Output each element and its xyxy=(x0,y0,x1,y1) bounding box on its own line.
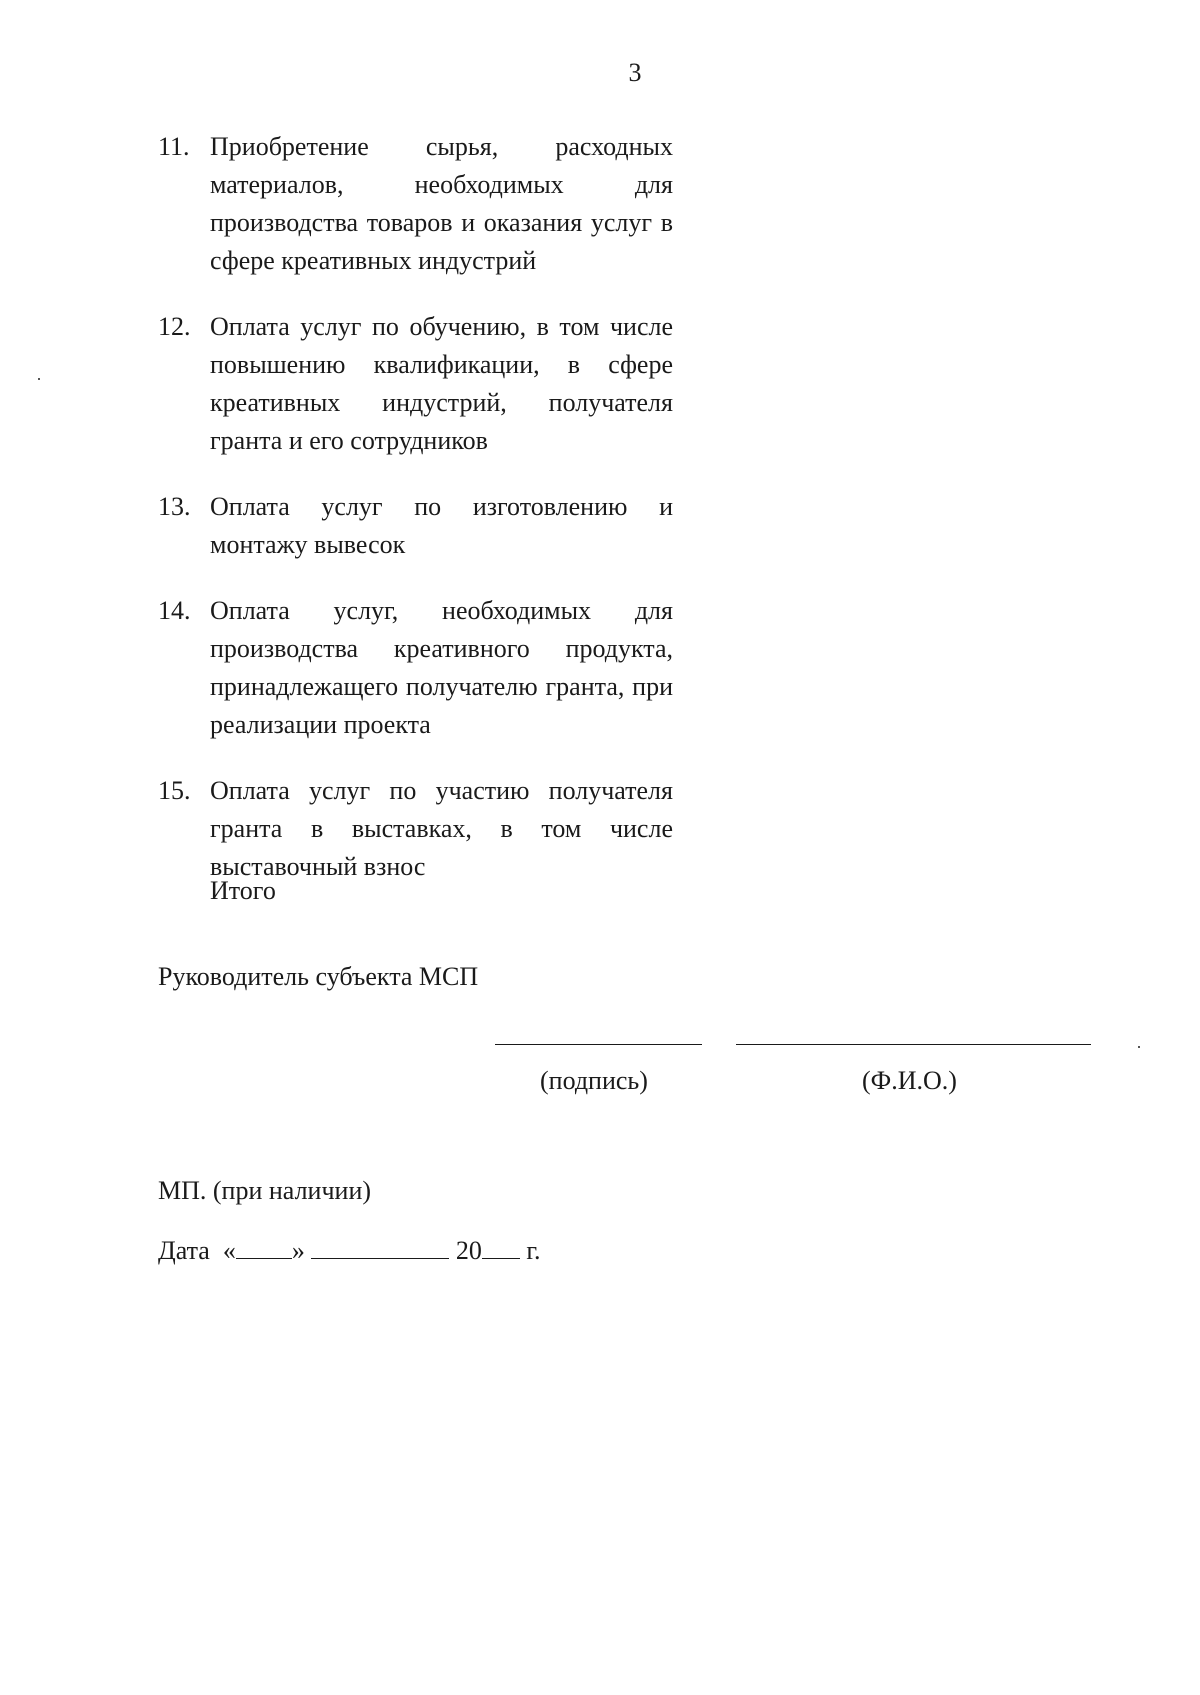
stamp-label: МП. (при наличии) xyxy=(158,1176,372,1205)
expense-items-list xyxy=(158,128,673,914)
item-text: Оплата услуг по обучению, в том числе повышению квалификации, в сфере креативных индустрий, получателя гранта и его сотрудников xyxy=(210,312,673,455)
item-text: Оплата услуг по участию получателя гранта в выставках, в том числе выставочный взнос xyxy=(210,776,673,881)
year-prefix: 20 xyxy=(455,1236,482,1265)
total-label: Итого xyxy=(210,876,276,905)
year-blank xyxy=(482,1232,520,1259)
signature-caption: (подпись) xyxy=(540,1066,648,1095)
year-suffix: г. xyxy=(526,1236,541,1265)
day-blank xyxy=(236,1232,292,1259)
list-item xyxy=(158,308,673,460)
date-label: Дата xyxy=(158,1236,210,1265)
scan-speck xyxy=(1138,1046,1140,1048)
item-text: Оплата услуг, необходимых для производства креативного продукта, принадлежащего получателю гранта, при реализации проекта xyxy=(210,596,673,739)
fio-caption: (Ф.И.О.) xyxy=(862,1066,957,1095)
date-row xyxy=(158,1232,541,1270)
list-item xyxy=(158,772,673,886)
scan-speck xyxy=(38,378,40,380)
page-number: 3 xyxy=(628,58,642,87)
signature-line xyxy=(495,1044,702,1045)
list-item xyxy=(158,128,673,280)
fio-line xyxy=(736,1044,1091,1045)
item-text: Приобретение сырья, расходных материалов, необходимых для производства товаров и оказания услуг в сфере креативных индустрий xyxy=(210,132,673,275)
item-text: Оплата услуг по изготовлению и монтажу вывесок xyxy=(210,492,673,559)
item-number: 15. xyxy=(158,776,191,805)
item-number: 13. xyxy=(158,492,191,521)
date-open-quote: « xyxy=(222,1236,236,1265)
item-number: 11. xyxy=(158,132,190,161)
list-item xyxy=(158,592,673,744)
head-of-entity-label: Руководитель субъекта МСП xyxy=(158,962,479,991)
item-number: 12. xyxy=(158,312,191,341)
month-blank xyxy=(311,1232,449,1259)
list-item xyxy=(158,488,673,564)
date-close-quote: » xyxy=(291,1236,305,1265)
item-number: 14. xyxy=(158,596,191,625)
